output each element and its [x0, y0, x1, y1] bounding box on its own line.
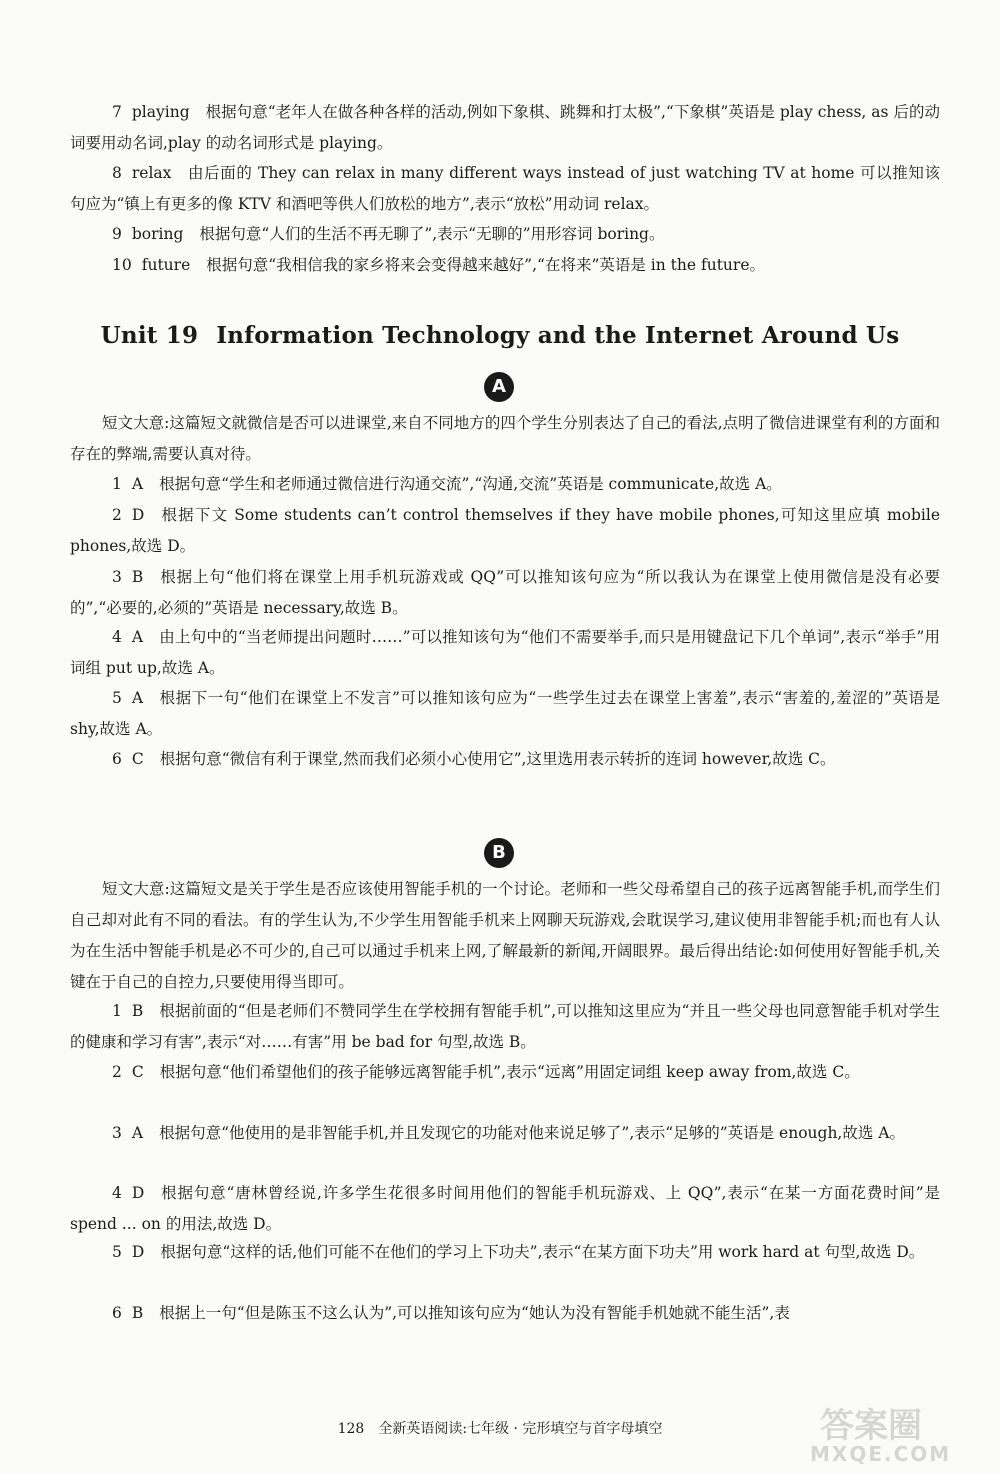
item-number: 8	[112, 164, 122, 182]
answer-item	[70, 250, 940, 281]
watermark-text: 答案圈	[820, 1406, 922, 1446]
page-number: 128	[337, 1421, 365, 1437]
answer-item	[70, 1118, 940, 1149]
section-b-badge: B	[484, 838, 514, 868]
item-number: 9	[112, 225, 122, 243]
watermark-logo	[810, 1398, 980, 1468]
item-answer: A	[131, 475, 144, 493]
section-a-badge: A	[484, 372, 514, 402]
item-answer: A	[131, 689, 144, 707]
item-answer: D	[131, 1184, 145, 1202]
item-answer: future	[141, 256, 191, 274]
item-answer: playing	[131, 103, 190, 121]
answer-item	[70, 1237, 940, 1268]
book-title: 全新英语阅读:七年级 · 完形填空与首字母填空	[378, 1421, 663, 1437]
answer-item	[70, 996, 940, 1058]
item-number: 4	[112, 628, 122, 646]
item-explanation: 根据上一句“但是陈玉不这么认为”,可以推知该句应为“她认为没有智能手机她就不能生活”,表	[159, 1304, 790, 1322]
answer-item	[70, 622, 940, 684]
item-number: 6	[112, 750, 122, 768]
item-number: 6	[112, 1304, 122, 1322]
item-number: 1	[112, 475, 122, 493]
item-explanation: 根据句意“他使用的是非智能手机,并且发现它的功能对他来说足够了”,表示“足够的”英语是 enough,故选 A。	[159, 1124, 905, 1142]
item-explanation: 根据前面的“但是老师们不赞同学生在学校拥有智能手机”,可以推知这里应为“并且一些父母也同意智能手机对学生的健康和学习有害”,表示“对……有害”用 be bad for 句型,故选 B。	[70, 1002, 940, 1051]
item-number: 5	[112, 689, 122, 707]
item-number: 4	[112, 1184, 122, 1202]
item-answer: C	[131, 750, 144, 768]
item-number: 3	[112, 568, 122, 586]
item-number: 10	[112, 256, 132, 274]
item-answer: A	[131, 628, 144, 646]
item-number: 5	[112, 1243, 122, 1261]
item-explanation: 根据句意“学生和老师通过微信进行沟通交流”,“沟通,交流”英语是 communicate,故选 A。	[159, 475, 782, 493]
answer-item	[70, 500, 940, 562]
unit-name: Information Technology and the Internet Around Us	[216, 322, 900, 349]
section-a-summary: 短文大意:这篇短文就微信是否可以进课堂,来自不同地方的四个学生分别表达了自己的看法,点明了微信进课堂有利的方面和存在的弊端,需要认真对待。	[70, 414, 940, 463]
unit-title	[0, 322, 1000, 349]
answer-item	[70, 1298, 940, 1329]
item-explanation: 由上句中的“当老师提出问题时……”可以推知该句为“他们不需要举手,而只是用键盘记下几个单词”,表示“举手”用词组 put up,故选 A。	[70, 628, 940, 677]
answer-item	[70, 97, 940, 159]
item-number: 2	[112, 1063, 122, 1081]
item-answer: A	[131, 1124, 144, 1142]
item-answer: D	[131, 506, 145, 524]
unit-number: Unit 19	[100, 322, 199, 349]
item-answer: B	[131, 568, 144, 586]
item-number: 1	[112, 1002, 122, 1020]
item-answer: B	[131, 1304, 144, 1322]
item-number: 3	[112, 1124, 122, 1142]
item-answer: D	[131, 1243, 145, 1261]
item-explanation: 根据句意“我相信我的家乡将来会变得越来越好”,“在将来”英语是 in the future。	[206, 256, 765, 274]
item-number: 7	[112, 103, 122, 121]
item-explanation: 根据句意“唐林曾经说,许多学生花很多时间用他们的智能手机玩游戏、上 QQ”,表示“在某一方面花费时间”是 spend ... on 的用法,故选 D。	[70, 1184, 940, 1233]
item-explanation: 根据句意“微信有利于课堂,然而我们必须小心使用它”,这里选用表示转折的连词 however,故选 C。	[159, 750, 836, 768]
item-explanation: 根据上句“他们将在课堂上用手机玩游戏或 QQ”可以推知该句应为“所以我认为在课堂上使用微信是没有必要的”,“必要的,必须的”英语是 necessary,故选 B。	[70, 568, 940, 617]
item-explanation: 由后面的 They can relax in many different ways instead of just watching TV at home 可以推知该句应为“镇上有更多的像 KTV 和酒吧等供人们放松的地方”,表示“放松”用动词 relax。	[70, 164, 940, 213]
answer-item	[70, 744, 940, 775]
item-answer: C	[131, 1063, 144, 1081]
item-explanation: 根据下一句“他们在课堂上不发言”可以推知该句应为“一些学生过去在课堂上害羞”,表示“害羞的,羞涩的”英语是 shy,故选 A。	[70, 689, 940, 738]
answer-item	[70, 158, 940, 220]
answer-item	[70, 219, 940, 250]
item-explanation: 根据句意“人们的生活不再无聊了”,表示“无聊的”用形容词 boring。	[199, 225, 665, 243]
item-answer: B	[131, 1002, 144, 1020]
answer-item	[70, 683, 940, 745]
item-answer: relax	[131, 164, 172, 182]
answer-item	[70, 562, 940, 624]
item-number: 2	[112, 506, 122, 524]
item-answer: boring	[131, 225, 184, 243]
item-explanation: 根据句意“老年人在做各种各样的活动,例如下象棋、跳舞和打太极”,“下象棋”英语是 play chess, as 后的动词要用动名词,play 的动名词形式是 playing。	[70, 103, 940, 152]
section-b-summary: 短文大意:这篇短文是关于学生是否应该使用智能手机的一个讨论。老师和一些父母希望自己的孩子远离智能手机,而学生们自己却对此有不同的看法。有的学生认为,不少学生用智能手机来上网聊天玩游戏,会耽误学习,建议使用非智能手机;而也有人认为在生活中智能手机是必不可少的,自己可以通过手机来上网,了解最新的新闻,开阔眼界。最后得出结论:如何使用好智能手机,关键在于自己的自控力,只要使用得当即可。	[70, 880, 940, 991]
watermark-url: MXQE.COM	[810, 1442, 952, 1466]
item-explanation: 根据句意“他们希望他们的孩子能够远离智能手机”,表示“远离”用固定词组 keep away from,故选 C。	[159, 1063, 860, 1081]
answer-item	[70, 1178, 940, 1240]
item-explanation: 根据下文 Some students can’t control themselves if they have mobile phones,可知这里应填 mobile phones,故选 D。	[70, 506, 940, 555]
answer-item	[70, 469, 940, 500]
answer-item	[70, 1057, 940, 1088]
item-explanation: 根据句意“这样的话,他们可能不在他们的学习上下功夫”,表示“在某方面下功夫”用 work hard at 句型,故选 D。	[160, 1243, 925, 1261]
